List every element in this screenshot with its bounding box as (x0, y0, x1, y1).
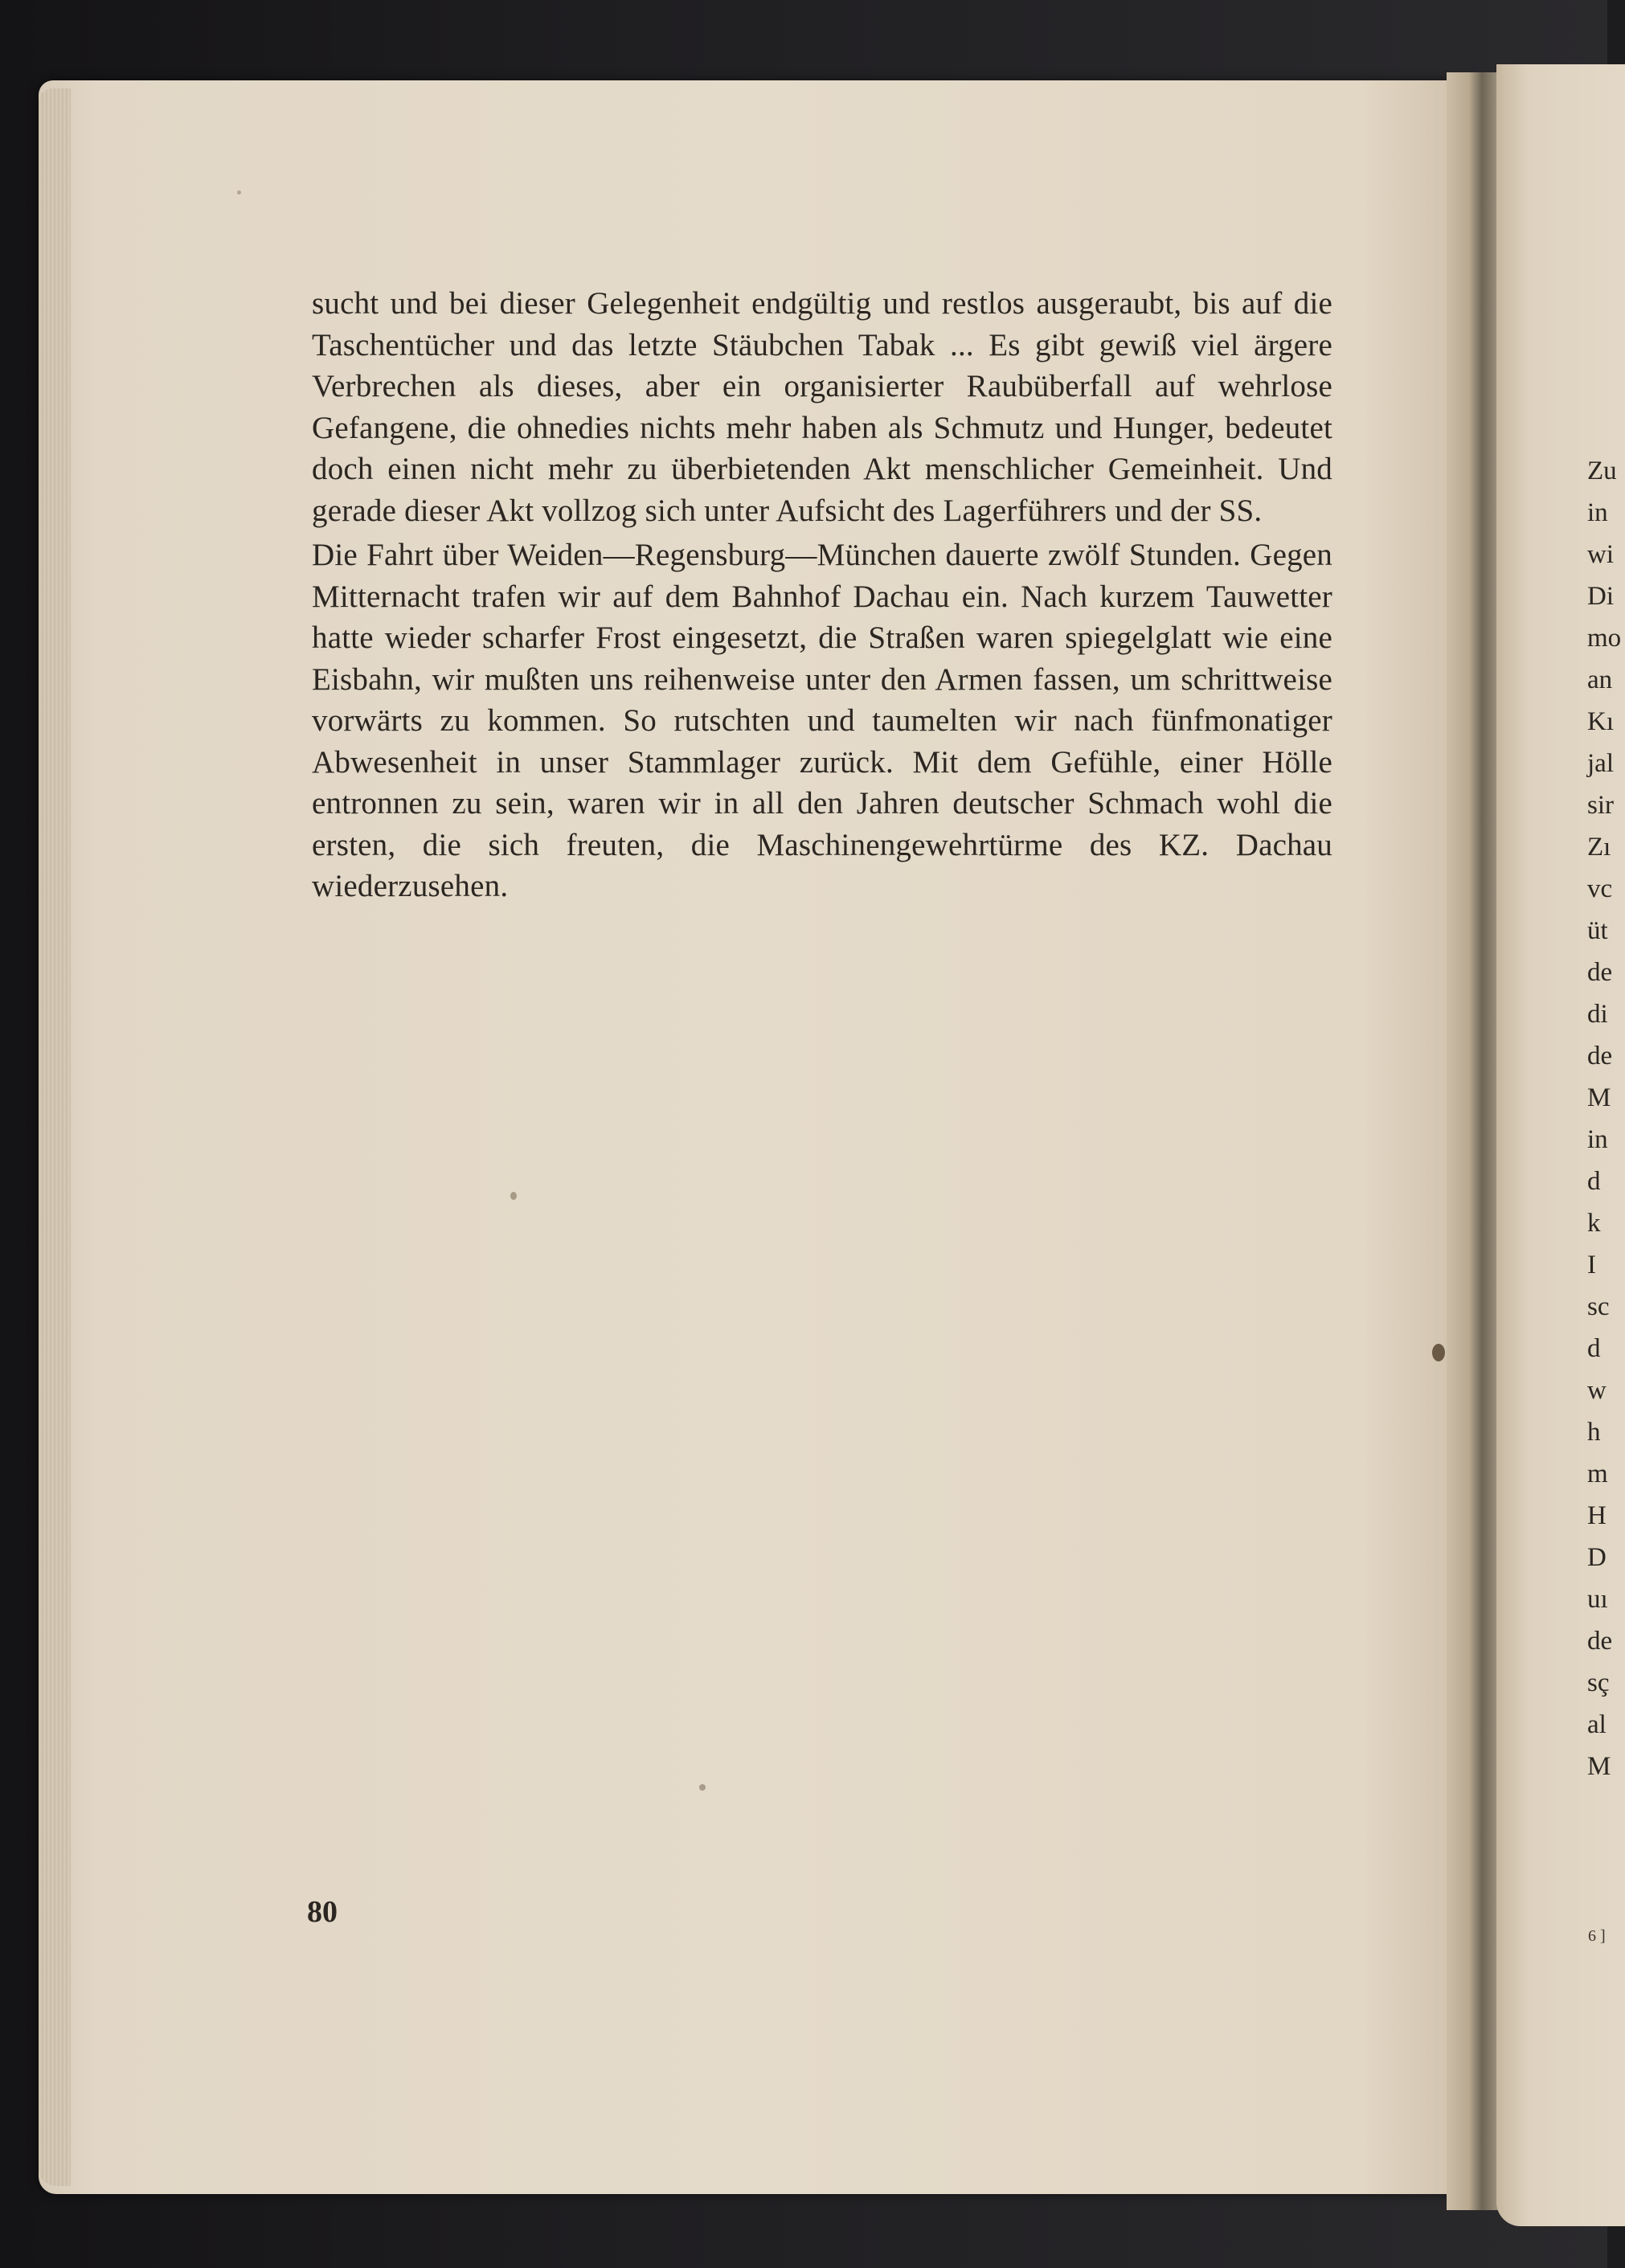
right-page-line-fragment: de (1587, 958, 1613, 987)
right-page-line-fragment: I (1587, 1251, 1596, 1279)
right-page-line-fragment: sç (1587, 1668, 1610, 1697)
right-page-footnote: 6 ] (1588, 1927, 1606, 1945)
right-page-line-fragment: m (1587, 1459, 1608, 1488)
right-page-line-fragment: al (1587, 1710, 1607, 1739)
paper-speck (237, 190, 241, 194)
right-page-line-fragment: vc (1587, 874, 1613, 903)
right-page-line-fragment: sc (1587, 1292, 1610, 1321)
right-page-line-fragment: de (1587, 1042, 1613, 1071)
right-page-line-fragment: Kı (1587, 707, 1614, 736)
right-page-line-fragment: de (1587, 1627, 1613, 1656)
right-page-line-fragment: h (1587, 1418, 1601, 1447)
right-page-line-fragment: di (1587, 1000, 1608, 1029)
right-page-line-fragment: Di (1587, 582, 1614, 611)
right-page-line-fragment: uı (1587, 1585, 1608, 1614)
right-page-line-fragment: wi (1587, 540, 1614, 569)
right-page-line-fragment: d (1587, 1167, 1601, 1196)
right-page-line-fragment: an (1587, 665, 1613, 694)
paper-speck (699, 1784, 706, 1791)
right-page-line-fragment: in (1587, 1125, 1608, 1154)
right-page-line-fragment: mo (1587, 624, 1622, 653)
right-page-line-fragment: d (1587, 1334, 1601, 1363)
right-page-line-fragment: üt (1587, 916, 1608, 945)
paper-speck (1432, 1344, 1445, 1361)
right-page-line-fragment: Zu (1587, 456, 1617, 485)
right-page-line-fragment: M (1587, 1752, 1611, 1781)
left-page-body (312, 283, 1332, 907)
right-page-line-fragment: in (1587, 498, 1608, 527)
page-number: 80 (307, 1895, 338, 1929)
right-page-line-fragment: sir (1587, 791, 1614, 820)
right-page-line-fragment: H (1587, 1501, 1607, 1530)
right-page-line-fragment: M (1587, 1083, 1611, 1112)
paper-speck (510, 1192, 517, 1200)
right-page-line-fragment: jal (1587, 749, 1614, 778)
right-page-line-fragment: w (1587, 1376, 1607, 1405)
left-page-edge (39, 88, 71, 2186)
paragraph-2: Die Fahrt über Weiden—Regensburg—München dauerte zwölf Stunden. Gegen Mitternacht trafen wir auf dem Bahnhof Dachau ein. Nach kurzem Tauwetter hatte wieder scharfer Frost eingesetzt, die Straßen waren spiegelglatt wie eine Eisbahn, wir mußten uns reihenweise unter den Armen fassen, um schrittweise vorwärts zu kommen. So rutschten und taumelten wir nach fünfmonatiger Abwesenheit in unser Stammlager zurück. Mit dem Gefühle, einer Hölle entronnen zu sein, waren wir in all den Jahren deutscher Schmach wohl die ersten, die sich freuten, die Maschinengewehrtürme des KZ. Dachau wiederzusehen. (312, 538, 1332, 903)
right-page-line-fragment: Zı (1587, 833, 1611, 862)
right-page-line-fragment: k (1587, 1209, 1601, 1238)
right-page-text-fragments (1587, 450, 1622, 1787)
paragraph-1: sucht und bei dieser Gelegenheit endgültig und restlos ausgeraubt, bis auf die Taschentücher und das letzte Stäubchen Tabak ... Es gibt gewiß viel ärgere Verbrechen als dieses, aber ein organisierter Raubüberfall auf wehrlose Gefangene, die ohnedies nichts mehr haben als Schmutz und Hunger, bedeutet doch einen nicht mehr zu überbietenden Akt menschlicher Gemeinheit. Und gerade dieser Akt vollzog sich unter Aufsicht des Lagerführers und der SS. (312, 286, 1332, 528)
right-page-line-fragment: D (1587, 1543, 1607, 1572)
